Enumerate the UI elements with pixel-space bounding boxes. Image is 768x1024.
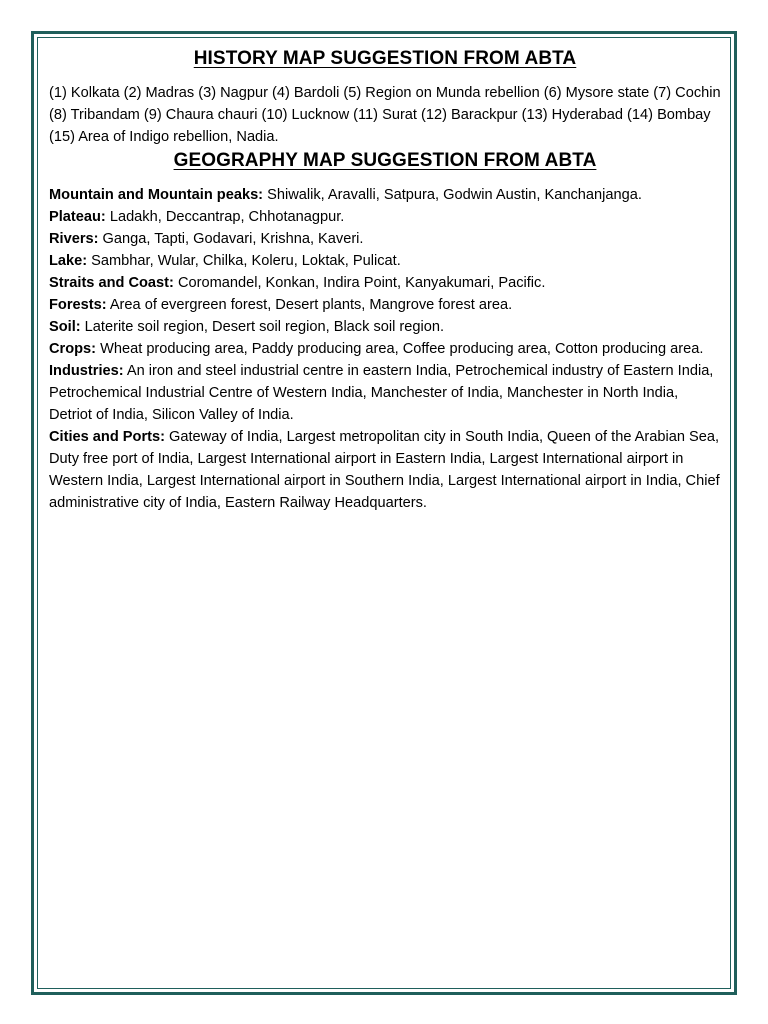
geo-section-industries (49, 360, 721, 426)
geo-section-label: Crops: (49, 341, 97, 357)
geography-section-list (49, 184, 721, 514)
geo-section-crops (49, 338, 721, 360)
geo-section-rivers (49, 228, 721, 250)
geo-section-text: Laterite soil region, Desert soil region, Black soil region. (80, 319, 445, 335)
history-heading: HISTORY MAP SUGGESTION FROM ABTA (193, 48, 577, 69)
geo-section-forests (49, 294, 721, 316)
page-border-frame (31, 31, 737, 995)
geo-section-label: Soil: (49, 319, 81, 335)
geo-section-label: Industries: (49, 363, 124, 379)
geo-section-soil (49, 316, 721, 338)
geo-section-text: Ladakh, Deccantrap, Chhotanagpur. (105, 209, 345, 225)
geo-section-label: Plateau: (49, 209, 106, 225)
geo-section-text: An iron and steel industrial centre in eastern India, Petrochemical industry of Eastern India, Petrochemical Industrial Centre of Western India, Manchester of India, Manchester in North India, Detriot of India, Silicon Valley of India. (49, 363, 714, 423)
geo-section-label: Rivers: (49, 231, 99, 247)
geo-section-text: Gateway of India, Largest metropolitan city in South India, Queen of the Arabian Sea, Duty free port of India, Largest International airport in Eastern India, Largest International airport in Western India, Largest International airport in Southern India, Largest International airport in India, Chief administrative city of India, Eastern Railway Headquarters. (49, 429, 720, 511)
geo-section-label: Lake: (49, 253, 88, 269)
geo-section-label: Forests: (49, 297, 107, 313)
geo-section-text: Shiwalik, Aravalli, Satpura, Godwin Austin, Kanchanjanga. (263, 187, 642, 203)
geo-section-text: Wheat producing area, Paddy producing area, Coffee producing area, Cotton producing area. (96, 341, 704, 357)
geo-section-straits (49, 272, 721, 294)
geo-section-label: Mountain and Mountain peaks: (49, 187, 264, 203)
geo-section-plateau (49, 206, 721, 228)
geo-section-cities-ports (49, 426, 721, 514)
geo-section-mountains (49, 184, 721, 206)
geo-section-text: Sambhar, Wular, Chilka, Koleru, Loktak, Pulicat. (87, 253, 401, 269)
geo-section-label: Straits and Coast: (49, 275, 174, 291)
history-items-text: (1) Kolkata (2) Madras (3) Nagpur (4) Bardoli (5) Region on Munda rebellion (6) Mysore state (7) Cochin (8) Tribandam (9) Chaura chauri (10) Lucknow (11) Surat (12) Barackpur (13) Hyderabad (14) Bombay (15) Area of Indigo rebellion, Nadia. (49, 85, 721, 145)
geo-section-lake (49, 250, 721, 272)
geo-section-label: Cities and Ports: (49, 429, 165, 445)
geography-heading: GEOGRAPHY MAP SUGGESTION FROM ABTA (173, 150, 597, 171)
geo-section-text: Ganga, Tapti, Godavari, Krishna, Kaveri. (98, 231, 364, 247)
geo-section-text: Area of evergreen forest, Desert plants, Mangrove forest area. (106, 297, 513, 313)
document-content (49, 46, 721, 514)
geo-section-text: Coromandel, Konkan, Indira Point, Kanyakumari, Pacific. (173, 275, 546, 291)
